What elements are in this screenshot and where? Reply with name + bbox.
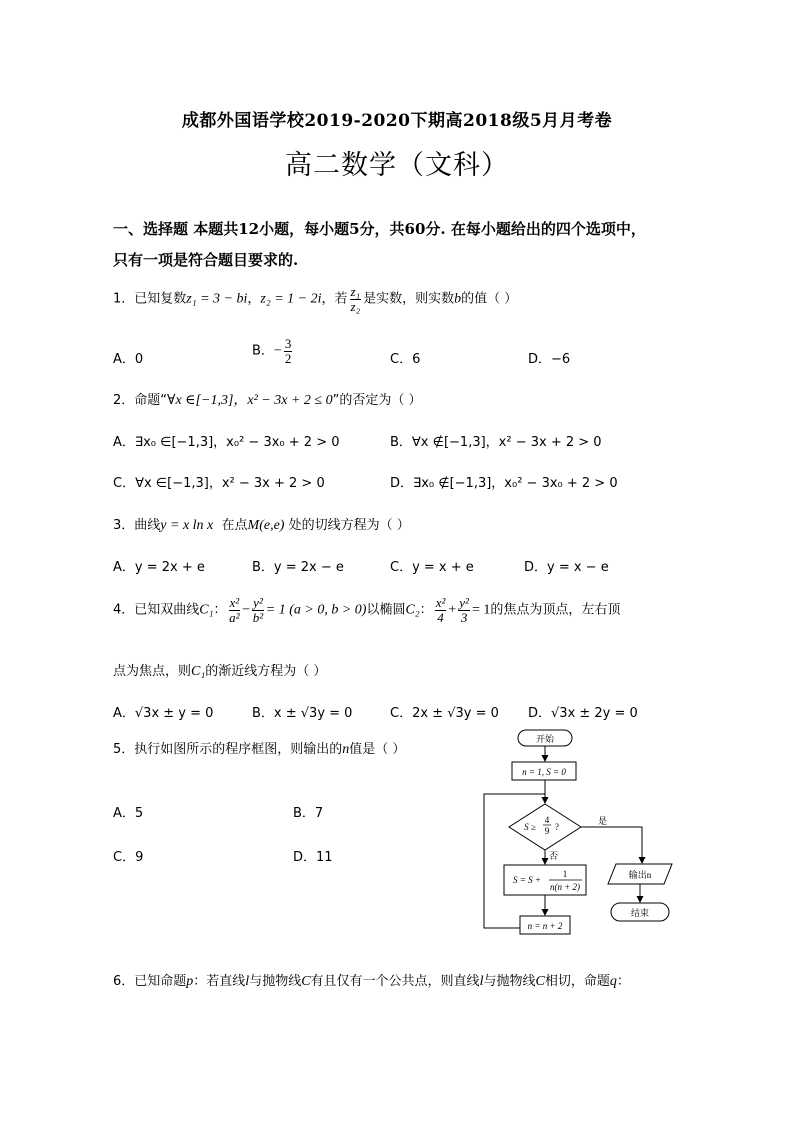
flow-no-label: 否 (549, 851, 559, 861)
flow-update-num: 1 (562, 869, 568, 879)
q2-option-b: B．∀x ∉[−1,3]，x² − 3x + 2 > 0 (390, 435, 602, 450)
q4-option-d: D．√3x ± 2y = 0 (528, 706, 638, 721)
q3-option-d: D．y = x − e (524, 560, 609, 575)
school-title: 成都外国语学校2019-2020下期高2018级5月月考卷 (181, 111, 613, 131)
q1-option-d: D．−6 (528, 352, 571, 367)
question-1: 1．已知复数z₁ = 3 − bi，z₂ = 1 − 2i，若 $\frac{\text{z₁}}{\text{z₂}}$ 是实数，则实数b的值（ ） (113, 284, 518, 314)
q3-option-a: A．y = 2x + e (113, 560, 205, 575)
question-3: 3．曲线y = x ln x 在点M(e,e) 处的切线方程为（ ） (113, 518, 410, 533)
flow-increment-label: n = n + 2 (527, 921, 563, 931)
q1-fraction: $\frac{\text{z₁}}{\text{z₂}}$ (350, 284, 361, 314)
subject-title: 高二数学（文科） (285, 150, 509, 181)
flow-condition-den: 9 (544, 826, 550, 836)
section-heading-line2: 只有一项是符合题目要求的. (113, 251, 299, 269)
q5-option-a: A．5 (113, 806, 144, 821)
q1-option-b: B．− $\frac{3}{2}$ (252, 336, 292, 366)
program-flowchart (476, 724, 686, 950)
flow-update-pre: S = S + (513, 875, 541, 885)
flow-output-label: 输出n (628, 870, 652, 880)
flow-update-den: n(n + 2) (549, 882, 581, 892)
question-5: 5．执行如图所示的程序框图，则输出的n值是（ ） (113, 742, 406, 757)
q2-option-c: C．∀x ∈[−1,3]，x² − 3x + 2 > 0 (113, 476, 325, 491)
flow-condition-num: 4 (544, 815, 550, 825)
flow-init-label: n = 1, S = 0 (522, 767, 566, 777)
q4-option-b: B．x ± √3y = 0 (252, 706, 353, 721)
flow-end-label: 结束 (630, 908, 650, 918)
q2-option-a: A．∃x₀ ∈[−1,3]，x₀² − 3x₀ + 2 > 0 (113, 435, 340, 450)
q5-option-b: B．7 (293, 806, 324, 821)
q5-option-d: D．11 (293, 850, 333, 865)
q4-option-a: A．√3x ± y = 0 (113, 706, 214, 721)
flow-yes-label: 是 (598, 816, 608, 826)
question-4-line1: 4．已知双曲线C₁： $\frac{\text{x²}}{\text{a²}}$ − $\frac{\text{y²}}{\text{b²}}$ = 1 (a > 0, b > 0)以椭圆C₂： $\frac{\text{x²}}{4}$ + $\frac{\text{y²}}{3}$ = 1的焦点为顶点，左右顶 (113, 595, 621, 625)
section-heading-line1: 一、选择题 本题共12小题，每小题5分，共60分. 在每小题给出的四个选项中， (113, 220, 646, 238)
question-4-line2: 点为焦点，则C₁的渐近线方程为（ ） (113, 664, 327, 679)
q3-option-c: C．y = x + e (390, 560, 474, 575)
q3-option-b: B．y = 2x − e (252, 560, 344, 575)
flow-condition-pre: S ≥ (524, 822, 536, 832)
question-2: 2．命题“∀x ∈[−1,3]，x² − 3x + 2 ≤ 0”的否定为（ ） (113, 393, 422, 408)
flow-start-label: 开始 (535, 734, 555, 744)
q1-option-c: C．6 (390, 352, 421, 367)
q5-option-c: C．9 (113, 850, 144, 865)
q4-option-c: C．2x ± √3y = 0 (390, 706, 499, 721)
flow-condition-post: ? (555, 822, 559, 832)
q2-option-d: D．∃x₀ ∉[−1,3]，x₀² − 3x₀ + 2 > 0 (390, 476, 618, 491)
question-6: 6．已知命题p：若直线l与抛物线C有且仅有一个公共点，则直线l与抛物线C相切，命题q： (113, 974, 630, 989)
q1-option-a: A．0 (113, 352, 144, 367)
